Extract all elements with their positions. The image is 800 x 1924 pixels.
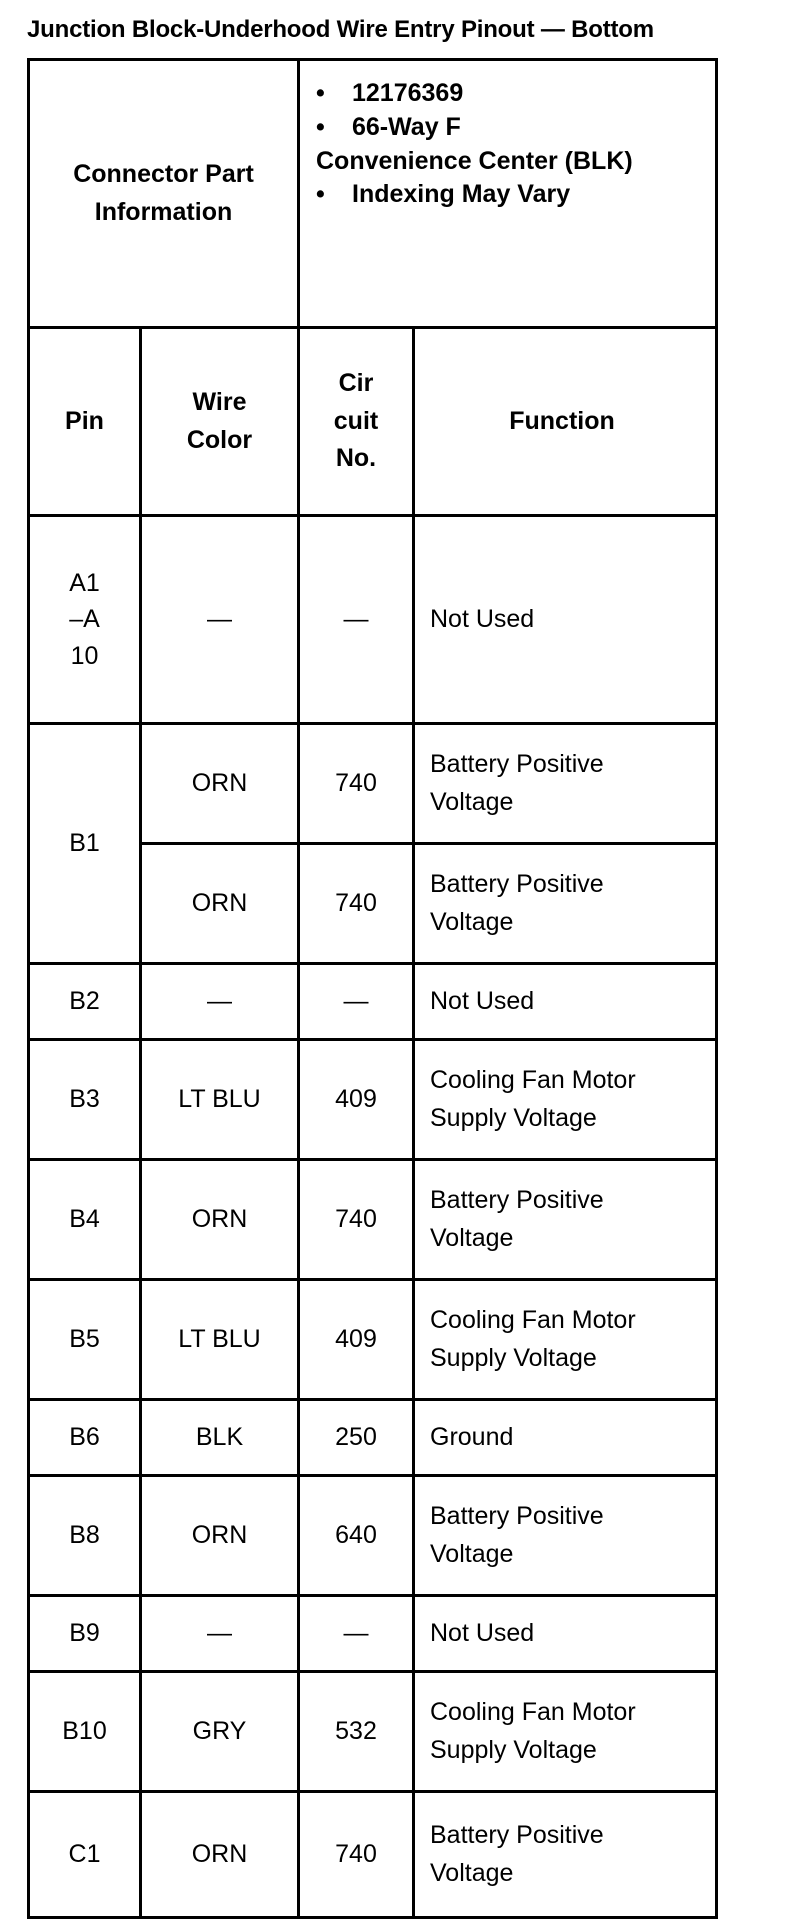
circuit-cell: 409 (299, 1280, 414, 1400)
header-circuit-no: Cir cuit No. (299, 328, 414, 516)
circuit-cell: — (299, 516, 414, 724)
table-row (29, 1792, 717, 1918)
circuit-cell: — (299, 964, 414, 1040)
circuit-cell: 740 (299, 1792, 414, 1918)
circuit-cell: 740 (299, 1160, 414, 1280)
circuit-cell: 740 (299, 844, 414, 964)
function-cell: Cooling Fan Motor Supply Voltage (414, 1280, 717, 1400)
wire-color-cell: LT BLU (141, 1280, 299, 1400)
pin-cell: B8 (29, 1476, 141, 1596)
function-cell: Battery Positive Voltage (414, 1160, 717, 1280)
pin-cell: C1 (29, 1792, 141, 1918)
header-wire-color: Wire Color (141, 328, 299, 516)
circuit-cell: 250 (299, 1400, 414, 1476)
function-cell: Battery Positive Voltage (414, 724, 717, 844)
info-convenience-center: Convenience Center (BLK) (316, 146, 633, 175)
wire-color-cell: GRY (141, 1672, 299, 1792)
bullet-icon: • (316, 79, 325, 107)
function-cell: Cooling Fan Motor Supply Voltage (414, 1672, 717, 1792)
header-function: Function (414, 328, 717, 516)
table-row (29, 1672, 717, 1792)
page-title: Junction Block-Underhood Wire Entry Pinout — Bottom (27, 16, 654, 43)
wire-color-cell: ORN (141, 1792, 299, 1918)
table-row (29, 1160, 717, 1280)
bullet-icon: • (316, 180, 325, 209)
connector-label-line1: Connector Part (73, 160, 254, 188)
function-cell: Not Used (414, 964, 717, 1040)
info-indexing: • Indexing May Vary (316, 178, 705, 212)
wire-color-cell: — (141, 516, 299, 724)
pin-cell: B2 (29, 964, 141, 1040)
pin-cell: B5 (29, 1280, 141, 1400)
wire-color-cell: — (141, 964, 299, 1040)
wire-color-cell: BLK (141, 1400, 299, 1476)
pin-cell: B10 (29, 1672, 141, 1792)
function-cell: Not Used (414, 1596, 717, 1672)
table-row (29, 1476, 717, 1596)
circuit-cell: 640 (299, 1476, 414, 1596)
pin-cell: B4 (29, 1160, 141, 1280)
pinout-table (27, 58, 718, 1919)
wire-color-cell: ORN (141, 1476, 299, 1596)
header-pin: Pin (29, 328, 141, 516)
pin-cell: A1 –A 10 (29, 516, 141, 724)
pin-cell: B6 (29, 1400, 141, 1476)
circuit-cell: — (299, 1596, 414, 1672)
wire-color-cell: ORN (141, 1160, 299, 1280)
table-row (29, 1280, 717, 1400)
table-row (29, 516, 717, 724)
table-row (29, 724, 717, 844)
wire-color-cell: ORN (141, 724, 299, 844)
connector-part-label (29, 60, 299, 328)
table-row (29, 964, 717, 1040)
function-cell: Ground (414, 1400, 717, 1476)
table-row (29, 1400, 717, 1476)
function-cell: Battery Positive Voltage (414, 844, 717, 964)
pin-cell: B9 (29, 1596, 141, 1672)
circuit-cell: 532 (299, 1672, 414, 1792)
table-row (29, 1596, 717, 1672)
info-part-number: • 12176369 (316, 77, 705, 111)
wire-color-cell: — (141, 1596, 299, 1672)
connector-label-line2: Information (94, 197, 233, 226)
function-cell: Not Used (414, 516, 717, 724)
info-way-count: • 66-Way F (316, 111, 705, 145)
pin-cell: B3 (29, 1040, 141, 1160)
function-cell: Battery Positive Voltage (414, 1792, 717, 1918)
pin-cell: B1 (29, 724, 141, 964)
function-cell: Cooling Fan Motor Supply Voltage (414, 1040, 717, 1160)
header-row (29, 328, 717, 516)
connector-part-info (299, 60, 717, 328)
wire-color-cell: LT BLU (141, 1040, 299, 1160)
function-cell: Battery Positive Voltage (414, 1476, 717, 1596)
bullet-icon: • (316, 112, 325, 141)
table-row (29, 1040, 717, 1160)
circuit-cell: 409 (299, 1040, 414, 1160)
circuit-cell: 740 (299, 724, 414, 844)
wire-color-cell: ORN (141, 844, 299, 964)
connector-info-row (29, 60, 717, 328)
